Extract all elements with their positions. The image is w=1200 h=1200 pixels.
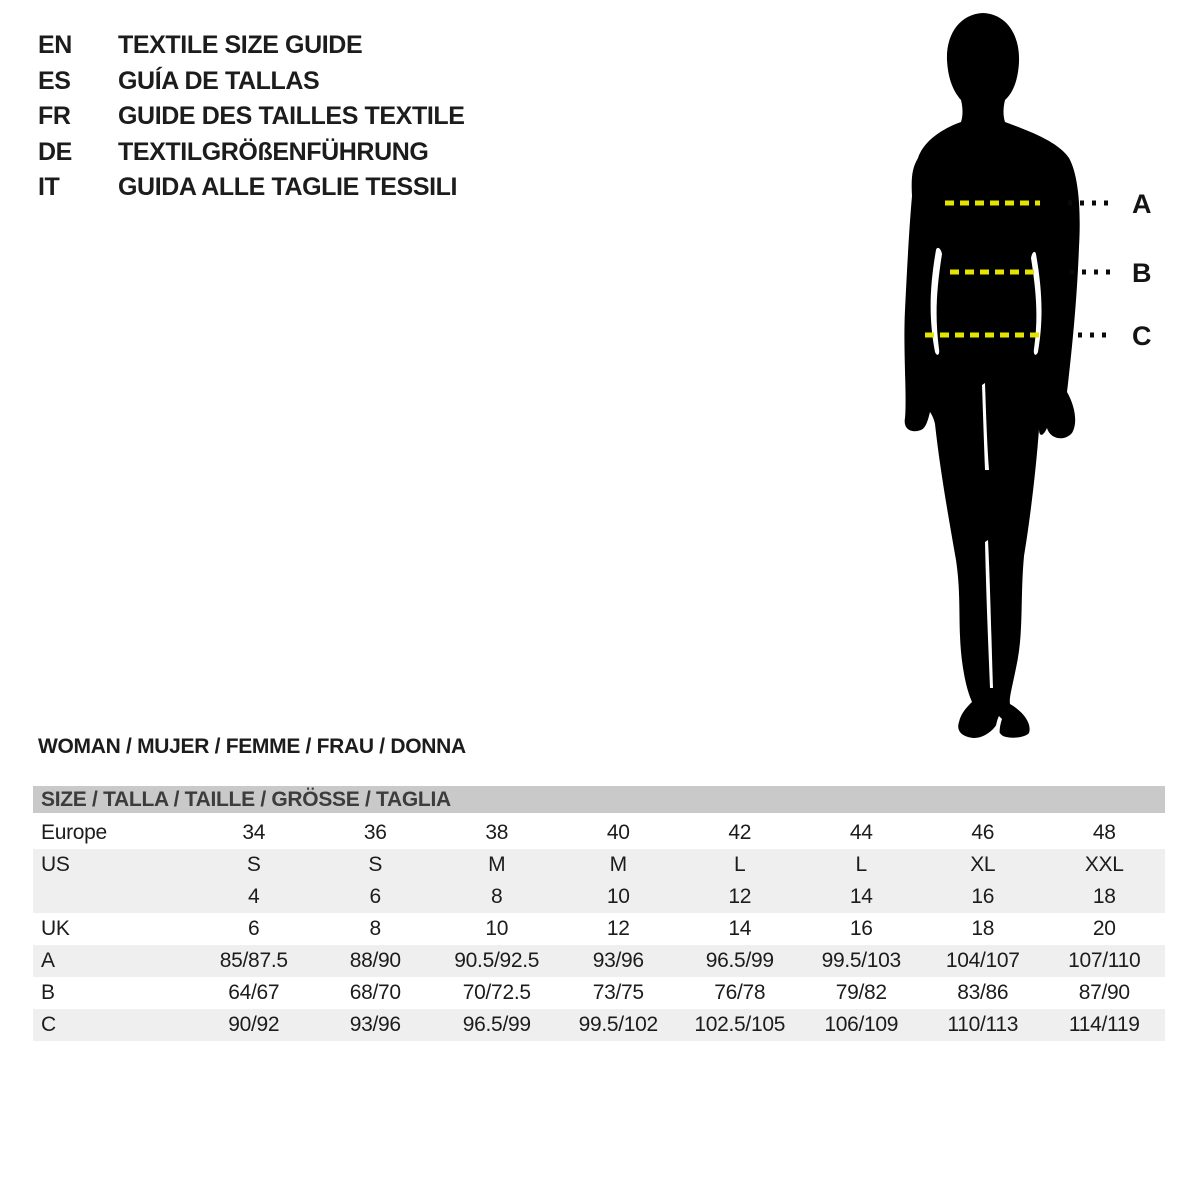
size-cell: 64/67 [228,981,280,1004]
size-cell: 90.5/92.5 [454,949,540,972]
size-cell: 102.5/105 [694,1013,786,1036]
size-cell: XXL [1084,853,1124,876]
size-cell: 10 [485,917,509,940]
size-table-body [33,817,1165,1041]
size-cell: 93/96 [592,949,644,972]
size-cell: 20 [1092,917,1116,940]
size-cell: L [734,853,746,876]
size-cell: 16 [971,885,995,908]
size-cell: M [609,853,627,876]
row-values [193,849,1165,881]
waist-marker-label: B [1132,258,1152,288]
size-cell: 44 [849,821,873,844]
row-label: UK [41,917,70,940]
language-row [38,170,465,206]
size-cell: 93/96 [349,1013,401,1036]
size-cell: 42 [728,821,752,844]
language-row [38,135,465,171]
size-cell: 79/82 [835,981,887,1004]
language-code: IT [38,173,60,201]
size-cell: 99.5/103 [821,949,901,972]
size-cell: 96.5/99 [462,1013,531,1036]
size-cell: 46 [971,821,995,844]
row-values [193,977,1165,1009]
row-label: A [41,949,55,972]
language-code: ES [38,66,71,95]
language-row [38,99,465,135]
size-cell: 76/78 [714,981,766,1004]
size-cell: 114/119 [1068,1013,1140,1036]
size-cell: 68/70 [349,981,401,1004]
section-title: WOMAN / MUJER / FEMME / FRAU / DONNA [38,735,466,758]
size-cell: S [368,853,383,876]
size-cell: 73/75 [592,981,644,1004]
size-cell: 104/107 [945,949,1020,972]
guide-title: GUÍA DE TALLAS [118,66,320,95]
hip-marker-label: C [1132,321,1152,351]
size-cell: 90/92 [228,1013,280,1036]
size-cell: 87/90 [1078,981,1130,1004]
row-values [193,913,1165,945]
table-row [33,977,1165,1009]
size-table [33,786,1165,1041]
size-cell: 10 [606,885,630,908]
language-row [38,64,465,100]
size-cell: 106/109 [824,1013,899,1036]
size-cell: 40 [606,821,630,844]
size-cell: 14 [849,885,873,908]
woman-silhouette-figure [850,0,1200,760]
language-code: EN [38,31,72,59]
size-cell: 96.5/99 [705,949,774,972]
size-cell: 110/113 [947,1013,1019,1036]
size-cell: 14 [728,917,752,940]
language-row [38,28,465,64]
size-cell: 70/72.5 [462,981,531,1004]
size-cell: 18 [971,917,995,940]
size-cell: 8 [491,885,503,908]
size-cell: 107/110 [1068,949,1141,972]
table-row [33,849,1165,881]
size-cell: 36 [363,821,387,844]
size-cell: XL [970,853,996,876]
size-cell: 12 [606,917,630,940]
size-cell: M [488,853,506,876]
size-cell: 6 [369,885,381,908]
size-cell: 18 [1092,885,1116,908]
guide-title: GUIDE DES TAILLES TEXTILE [118,102,465,130]
language-code: DE [38,137,72,166]
row-label: US [41,853,70,876]
row-values [193,1009,1165,1041]
size-table-header: SIZE / TALLA / TAILLE / GRÖSSE / TAGLIA [33,786,1165,813]
row-label [33,881,193,913]
table-row [33,1009,1165,1041]
row-label: Europe [41,821,107,844]
chest-marker-label: A [1132,189,1152,219]
size-cell: 38 [485,821,509,844]
size-cell: 16 [849,917,873,940]
row-label: B [41,981,55,1004]
table-row [33,817,1165,849]
guide-title: TEXTILGRÖßENFÜHRUNG [118,137,429,166]
size-cell: 99.5/102 [578,1013,658,1036]
table-row [33,945,1165,977]
size-cell: 85/87.5 [219,949,288,972]
size-cell: 8 [369,917,381,940]
size-cell: 12 [728,885,752,908]
size-cell: 88/90 [349,949,401,972]
row-values [193,945,1165,977]
size-cell: S [246,853,261,876]
table-row [33,913,1165,945]
size-cell: 48 [1092,821,1116,844]
language-code: FR [38,102,71,130]
woman-silhouette [904,13,1079,738]
row-values [193,881,1165,913]
size-cell: 83/86 [957,981,1009,1004]
guide-title: GUIDA ALLE TAGLIE TESSILI [118,173,458,201]
table-row [33,881,1165,913]
guide-title: TEXTILE SIZE GUIDE [118,31,363,59]
language-title-list [38,28,465,206]
size-cell: 6 [248,917,260,940]
size-cell: L [855,853,867,876]
size-cell: 34 [242,821,266,844]
size-cell: 4 [248,885,260,908]
row-label: C [41,1013,56,1036]
row-values [193,817,1165,849]
